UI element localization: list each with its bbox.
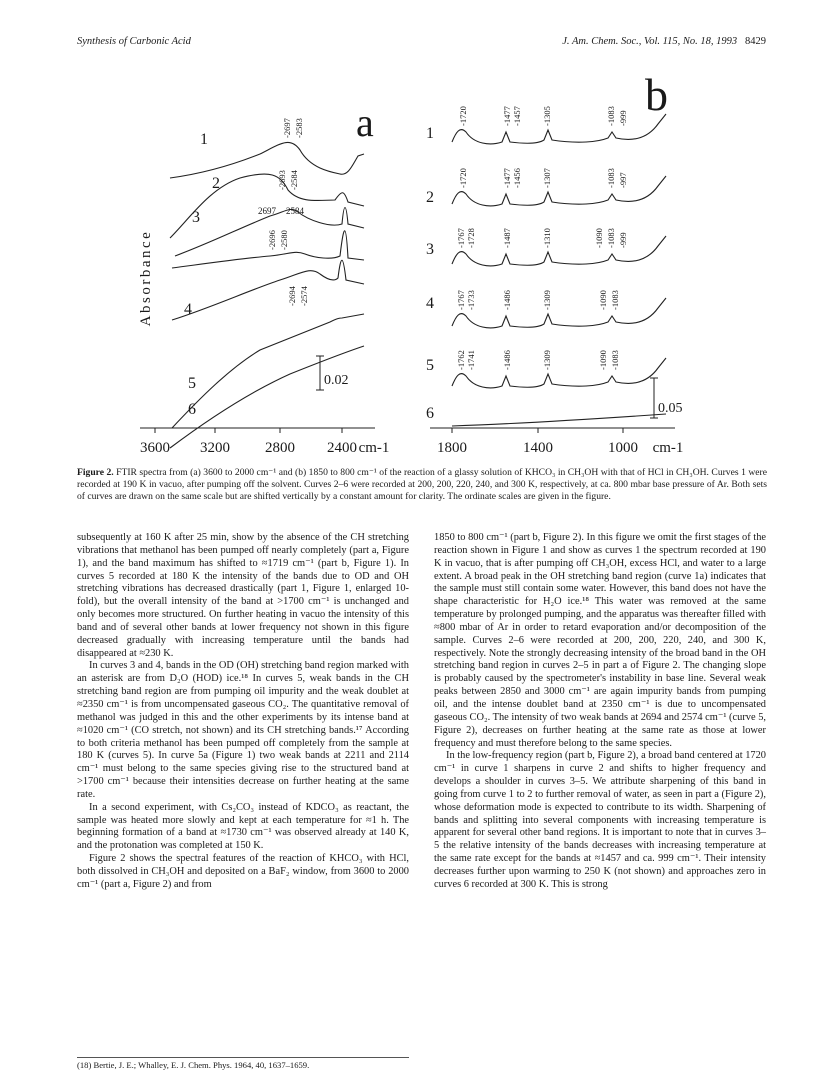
peak-label-b: -1741 xyxy=(466,350,476,370)
peak-label-b: -1477 xyxy=(502,106,512,126)
peak-label-b: -1083 xyxy=(606,228,616,248)
peak-label-b: -1305 xyxy=(542,106,552,126)
curve-label-b: 6 xyxy=(426,405,434,422)
peak-label-b: -1720 xyxy=(458,106,468,126)
peak-label-b: -1083 xyxy=(606,106,616,126)
x-tick-label-a: 2400 xyxy=(327,440,357,456)
footnote: (18) Bertie, J. E.; Whalley, E. J. Chem. Phys. 1964, 40, 1637–1659. xyxy=(77,1057,409,1070)
peak-label-a: -2574 xyxy=(299,286,309,306)
paragraph: Figure 2 shows the spectral features of the reaction of KHCO₃ with HCl, both dissolved in CH₃OH and deposited on a BaF₂ window, from 3600 to 2000 cm⁻¹ (part a, Figure 2) and from xyxy=(77,853,409,890)
peak-label-b: -1767 xyxy=(456,228,466,248)
peak-label-b: -1767 xyxy=(456,290,466,310)
peak-label-a: -2696 xyxy=(267,230,277,250)
peak-label-b: -1733 xyxy=(466,290,476,310)
peak-label-b: -1728 xyxy=(466,228,476,248)
peak-label-b: -1090 xyxy=(598,350,608,370)
curve-label-a: 1 xyxy=(200,131,208,148)
curve-label-b: 2 xyxy=(426,189,434,206)
x-tick-label-a: 3200 xyxy=(200,440,230,456)
peak-label-b: -1720 xyxy=(458,168,468,188)
peak-label-b: -1487 xyxy=(502,228,512,248)
curve-label-a: 6 xyxy=(188,401,196,418)
paragraph: subsequently at 160 K after 25 min, show by the absence of the CH stretching vibrations that methanol has been pumped off nearly completely (part a, Figure 1), and the band maximum has shifted to ≈1719 cm⁻¹ (part b, Figure 1). In curves 5 recorded at 180 K the intensity of the bands due to OD and OH stretching vibrations has decreased drastically (part 1, Figure 1, enlarged 10-fold), but the overall intensity of the band at >1700 cm⁻¹ is unchanged and only becomes more structured. On further heating in vacuo the intensity of this band and of several other bands at lower frequency not shown in this figure decreased gradually with increasing temperature until the bands had disappeared at ≈230 K. xyxy=(77,532,409,659)
peak-label-b: -1309 xyxy=(542,290,552,310)
peak-label-b: -1762 xyxy=(456,350,466,370)
curve-label-b: 5 xyxy=(426,357,434,374)
peak-label-a: -2694 xyxy=(287,286,297,306)
peak-label-b: -999 xyxy=(618,232,628,248)
peak-label-a: -2584 xyxy=(289,170,299,190)
panel-label-b: b xyxy=(645,78,668,120)
spectrum-curve-a xyxy=(172,314,364,428)
spectrum-curve-b xyxy=(452,358,666,388)
panel-a xyxy=(138,100,389,456)
y-axis-label-a: Absorbance xyxy=(138,229,154,327)
scale-label-a: 0.02 xyxy=(324,373,349,388)
spectrum-curve-b xyxy=(452,414,666,426)
spectrum-curve-a xyxy=(170,346,364,448)
peak-label-b: -999 xyxy=(618,110,628,126)
peak-label-b: -1309 xyxy=(542,350,552,370)
curve-label-b: 1 xyxy=(426,125,434,142)
spectrum-curve-b xyxy=(452,176,666,206)
peak-label-a: 2697 xyxy=(258,206,276,216)
scale-label-b: 0.05 xyxy=(658,401,683,416)
spectrum-curve-b xyxy=(452,298,666,328)
peak-label-a: -2693 xyxy=(277,170,287,190)
curve-label-a: 2 xyxy=(212,175,220,192)
peak-label-b: -1083 xyxy=(610,290,620,310)
spectrum-curve-a xyxy=(172,260,364,320)
x-unit-a: cm-1 xyxy=(358,440,390,456)
curve-label-a: 5 xyxy=(188,375,196,392)
journal-citation xyxy=(562,36,766,47)
panel-label-a: a xyxy=(356,100,374,145)
curve-label-a: 4 xyxy=(184,301,192,318)
peak-label-a: -2697 xyxy=(282,118,292,138)
panel-b xyxy=(426,78,683,456)
page-number: 8429 xyxy=(745,36,766,47)
peak-label-b: -1486 xyxy=(502,290,512,310)
peak-label-b: -1310 xyxy=(542,228,552,248)
peak-label-b: -1083 xyxy=(606,168,616,188)
peak-label-b: -1477 xyxy=(502,168,512,188)
paragraph: In a second experiment, with Cs₂CO₃ instead of KDCO₃ as reactant, the sample was heated more slowly and kept at each temperature for ≈1 h. The beginning formation of a band at ≈1730 cm⁻¹ was observed already at 140 K, and the protonation was completed at 150 K. xyxy=(77,801,409,852)
spectrum-curve-b xyxy=(452,236,666,266)
peak-label-b: -1090 xyxy=(598,290,608,310)
journal-name: J. Am. Chem. Soc., Vol. 115, No. 18, 1993 xyxy=(562,36,738,47)
paragraph: In the low-frequency region (part b, Figure 2), a broad band centered at 1720 cm⁻¹ in curve 1 sharpens in curve 2 and shifts to higher frequency and develops a shoulder in curves 3–5. We attribute sharpening of this band in going from curve 1 to 2 to further removal of water, as seen in part a (Figure 2), whose deformation mode is expected to contribute to its width. Sharpening of bands and splitting into several components with increasing temperature is apparent for several other band regions. It is important to note that in curves 3–5 the relative intensity of the bands decreases with increasing temperature at the same rate except for the bands at ≈1457 and ca. 999 cm⁻¹. Their intensity decreases further upon warming to 250 K (not shown) and approaches zero in curves 6 recorded at 300 K. This is strong xyxy=(434,750,766,890)
x-tick-label-b: 1400 xyxy=(523,440,553,456)
peak-label-b: -1307 xyxy=(542,168,552,188)
peak-label-b: -1486 xyxy=(502,350,512,370)
paragraph: 1850 to 800 cm⁻¹ (part b, Figure 2). In this figure we omit the first stages of the reaction shown in Figure 1 and show as curves 1 the spectrum recorded at 190 K in vacuo, that is after pumping off CH₃OH, excess HCl, and water to a large extent. A broad peak in the OH stretching band region (curve 1a) indicates that the sample must still contain some water. However, this band does not have the shape characteristic for H₂O ice.¹⁸ This water was removed at the same temperature by prolonged pumping, and the apparatus was thereafter filled with ≈800 mbar of Ar in order to retard evaporation and/or decomposition of the sample. Curves 2–6 were recorded at 200, 200, 220, 240, and 300 K, respectively. Note the strongly decreasing intensity of the broad band in the OH stretching band region in curves 2–5 in part a of Figure 2. The changing slope is probably caused by the spectrometer's instability in base line. Several weak peaks between 2850 and 3000 cm⁻¹ are again impurity bands from pumping oil, and the intense doublet band at 2350 cm⁻¹ is due to uncompensated gaseous CO₂. The intensity of two weak bands at 2694 and 2574 cm⁻¹ (curve 5, Figure 2), decreases on further heating at the same rate as those at lower frequency and must therefore belong to the same species. xyxy=(434,532,766,749)
x-tick-label-b: 1800 xyxy=(437,440,467,456)
peak-label-a: -2583 xyxy=(294,118,304,138)
x-unit-b: cm-1 xyxy=(652,440,684,456)
running-title: Synthesis of Carbonic Acid xyxy=(77,36,191,47)
curve-label-b: 3 xyxy=(426,241,434,258)
peak-label-b: -1083 xyxy=(610,350,620,370)
peak-label-a: 2584 xyxy=(286,206,304,216)
x-tick-label-b: 1000 xyxy=(608,440,638,456)
body-column-left xyxy=(77,532,409,892)
paragraph: In curves 3 and 4, bands in the OD (OH) stretching band region marked with an asterisk are from D₂O (HOD) ice.¹⁸ In curves 5, weak bands in the CH stretching band region are from pumping oil impurity and the weak doublet at ≈2350 cm⁻¹ is from uncompensated gaseous CO₂. The quantitative removal of methanol was judged in this and the other experiments by its intense band at ≈1020 cm⁻¹ (CO stretch, not shown) and its CH stretching bands.¹⁷ According to both criteria methanol has been pumped off completely from the sample at 180 K (curves 5). In curve 5a (Figure 1) two weak bands at 2211 and 2114 cm⁻¹ must belong to the same species giving rise to the structured band at >1700 cm⁻¹ because their intensities decrease on further heating at the same rate. xyxy=(77,660,409,800)
x-tick-label-a: 2800 xyxy=(265,440,295,456)
curve-label-b: 4 xyxy=(426,295,434,312)
x-tick-label-a: 3600 xyxy=(140,440,170,456)
figure-caption xyxy=(77,467,767,502)
body-column-right xyxy=(434,532,766,892)
caption-text: FTIR spectra from (a) 3600 to 2000 cm⁻¹ and (b) 1850 to 800 cm⁻¹ of the reaction of a glassy solution of KHCO₃ in CH₃OH with that of HCl in CH₃OH. Curves 1 were recorded at 190 K in vacuo, after pumping off the solvent. Curves 2–6 were recorded at 200, 200, 220, 240, and 300 K, respectively, at ca. 800 mbar base pressure of Ar. Both sets of curves are drawn on the same scale but are shifted vertically by a constant amount for clarity. The ordinate scales are given in the figure. xyxy=(77,467,767,502)
ftir-figure xyxy=(130,78,700,463)
peak-label-b: -997 xyxy=(618,172,628,188)
curve-label-a: 3 xyxy=(192,209,200,226)
spectrum-curve-b xyxy=(452,114,666,144)
peak-label-b: -1456 xyxy=(512,168,522,188)
peak-label-b: -1457 xyxy=(512,106,522,126)
peak-label-a: -2580 xyxy=(279,230,289,250)
caption-label: Figure 2. xyxy=(77,467,114,478)
peak-label-b: -1090 xyxy=(594,228,604,248)
